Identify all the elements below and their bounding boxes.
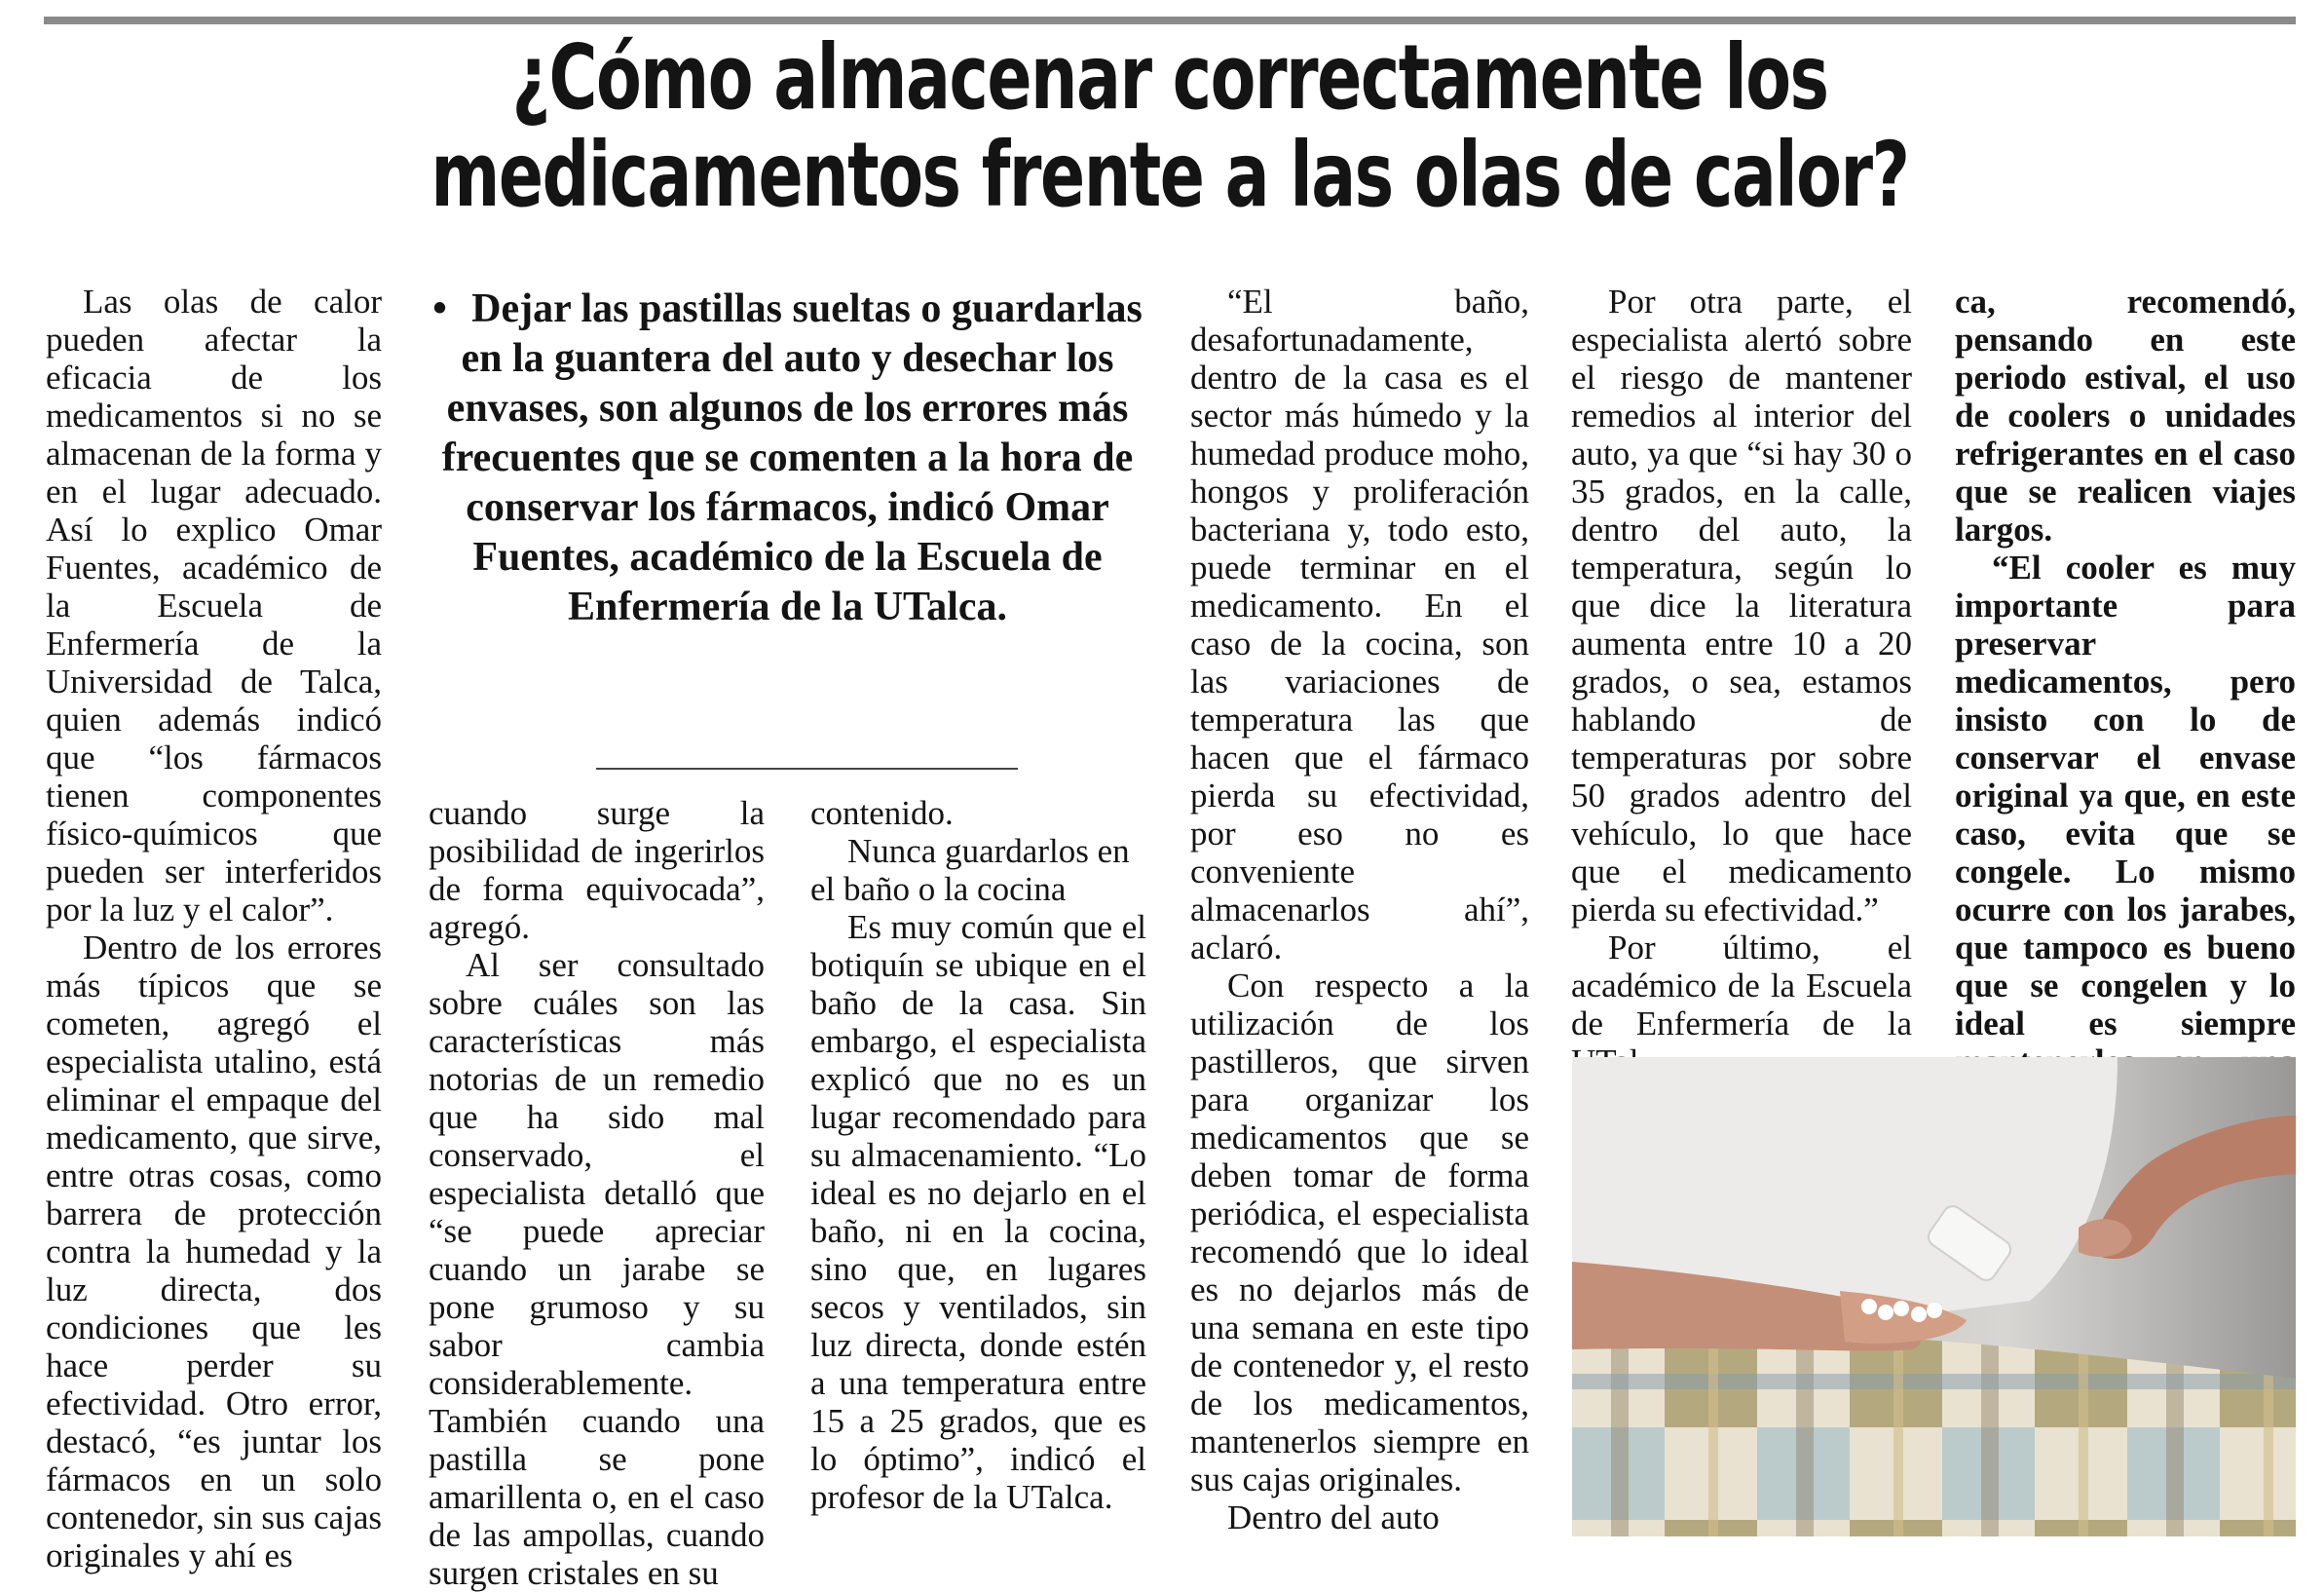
col2-paragraph-2: Al ser consultado sobre cuáles son las características más notorias de un remedio que ha sido mal conservado, el especialista detalló que “se puede apreciar cuando un jarabe se pone grumoso y su sabor cambia considerablemente. También cuando una pastilla se pone amarillenta o, en el caso de las ampollas, cuando surgen cristales en su bbox=[429, 946, 765, 1592]
article-column-3 bbox=[810, 794, 1146, 1554]
col6-paragraph-1: ca, recomendó, pensando en este periodo estival, el uso de coolers o unidades refrigerantes en el caso que se realicen viajes largos. bbox=[1955, 283, 2296, 549]
headline-line-1: ¿Cómo almacenar correctamente los bbox=[511, 25, 1828, 130]
col4-subheading: Dentro del auto bbox=[1227, 1498, 1440, 1536]
pull-quote-text: Dejar las pastillas sueltas o guardarlas en la guantera del auto y desechar los envases, son algunos de los errores más frecuentes que se comenten a la hora de conservar los fármacos, indicó Omar Fuentes, académico de la Escuela de Enfermería de la UTalca. bbox=[441, 286, 1143, 629]
article-column-2 bbox=[429, 794, 765, 1592]
col2-paragraph-1: cuando surge la posibilidad de ingerirlos de forma equivocada”, agregó. bbox=[429, 794, 765, 946]
photo-illustration bbox=[1572, 1057, 2296, 1536]
article-photo bbox=[1572, 1057, 2296, 1536]
col4-paragraph-1: “El baño, desafortunadamente, dentro de la casa es el sector más húmedo y la humedad produce moho, hongos y proliferación bacteriana y, todo esto, puede terminar en el medicamento. En el caso de la cocina, son las variaciones de temperatura las que hacen que el fármaco pierda su efectividad, por eso no es conveniente almacenarlos ahí”, aclaró. bbox=[1190, 283, 1529, 967]
col3-paragraph-1: contenido. bbox=[810, 794, 954, 832]
article-column-1 bbox=[46, 283, 382, 1574]
col1-paragraph-1: Las olas de calor pueden afectar la eficacia de los medicamentos si no se almacenan de la forma y en el lugar adecuado. Así lo explico Omar Fuentes, académico de la Escuela de Enfermería de la Universidad de Talca, quien además indicó que “los fármacos tienen componentes físico-químicos que pueden ser interferidos por la luz y el calor”. bbox=[46, 283, 382, 929]
headline bbox=[337, 25, 2004, 227]
top-rule bbox=[44, 17, 2296, 24]
headline-line-2: medicamentos frente a las olas de calor? bbox=[431, 123, 1909, 227]
col3-subheading: Nunca guardarlos en el baño o la cocina bbox=[810, 832, 1130, 908]
col5-paragraph-1: Por otra parte, el especialista alertó sobre el riesgo de mantener remedios al interior del auto, ya que “si hay 30 o 35 grados, en la calle, dentro del auto, la temperatura, según lo que dice la literatura aumenta entre 10 a 20 grados, o sea, estamos hablando de temperaturas por sobre 50 grados adentro del vehículo, lo que hace que el medicamento pierda su efectividad.” bbox=[1571, 283, 1912, 929]
col6-paragraph-2: “El cooler es muy importante para preservar medicamentos, pero insisto con lo de conservar el envase original ya que, en este caso, evita que se congele. Lo mismo ocurre con los jarabes, que tampoco es bueno que se congelen y lo ideal es siempre bbox=[1955, 549, 2296, 1042]
article-column-6 bbox=[1955, 283, 2296, 1042]
col4-paragraph-2: Con respecto a la utilización de los pastilleros, que sirven para organizar los medicamentos que se deben tomar de forma periódica, el especialista recomendó que lo ideal es no dejarlos más de una semana en este tipo de contenedor y, el resto de los medicamentos, mantenerlos siempre en sus cajas originales. bbox=[1190, 967, 1529, 1498]
article-column-5 bbox=[1571, 283, 1912, 1042]
pull-quote-divider bbox=[596, 768, 1018, 770]
pull-quote-bullet: • bbox=[432, 286, 447, 331]
pull-quote bbox=[429, 284, 1146, 632]
article-column-4 bbox=[1190, 283, 1529, 1549]
col3-paragraph-2: Es muy común que el botiquín se ubique en el baño de la casa. Sin embargo, el especialista explicó que no es un lugar recomendado para su almacenamiento. “Lo ideal es no dejarlo en el baño, ni en la cocina, sino que, en lugares secos y ventilados, sin luz directa, donde estén a una temperatura entre 15 a 25 grados, que es lo óptimo”, indicó el profesor de la UTalca. bbox=[810, 908, 1146, 1516]
col1-paragraph-2: Dentro de los errores más típicos que se cometen, agregó el especialista utalino, está eliminar el empaque del medicamento, que sirve, entre otras cosas, como barrera de protección contra la humedad y la luz directa, dos condiciones que les hace perder su efectividad. Otro error, destacó, “es juntar los fármacos en un solo contenedor, sin sus cajas originales y ahí es bbox=[46, 929, 382, 1574]
col5-paragraph-2: Por último, el académico de la Escuela de Enfermería de la bbox=[1571, 929, 1912, 1042]
